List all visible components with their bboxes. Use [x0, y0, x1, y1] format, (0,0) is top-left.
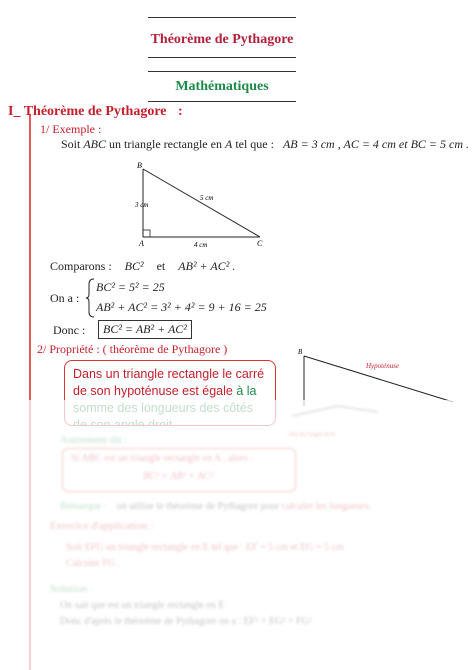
example-statement [61, 137, 469, 152]
page-title: Théorème de Pythagore [150, 32, 294, 47]
header-rule-top [148, 17, 296, 18]
property-text-part1: Dans un triangle rectangle le carré de son hypoténuse est égale [73, 367, 265, 398]
comparison-expr1: BC² [124, 259, 144, 273]
given-values: AB = 3 cm , AC = 4 cm et BC = 5 cm . [282, 137, 470, 151]
preview-fade-overlay [0, 400, 474, 670]
on-a-line1: BC² = 5² = 25 [96, 280, 165, 294]
statement-prefix: Soit [61, 137, 81, 151]
on-a-line2: AB² + AC² = 3² + 4² = 9 + 16 = 25 [96, 300, 267, 314]
comparison-line [50, 259, 235, 274]
side-ab-label: 3 cm [135, 201, 149, 209]
statement-a: A [224, 137, 233, 151]
vertex-c-label: C [257, 239, 263, 248]
side-bc-line [143, 169, 260, 237]
header-rule-mid2 [148, 71, 296, 72]
right-angle-mark [143, 230, 150, 237]
comparison-expr2: AB² + AC² . [178, 259, 236, 273]
donc-label: Donc : [53, 323, 86, 337]
header-rule-bottom [148, 101, 296, 102]
vertex-a-label: A [139, 239, 144, 248]
example-heading: 1/ Exemple : [40, 122, 102, 136]
statement-mid: un triangle rectangle en [109, 137, 222, 151]
comparison-and: et [156, 259, 166, 273]
statement-suffix: tel que : [235, 137, 274, 151]
side-bc-label: 5 cm [200, 194, 214, 202]
header-rule-mid1 [148, 57, 296, 58]
section-colon: : [178, 104, 183, 119]
vertex-b-label: B [137, 161, 142, 170]
donc-result: BC² = AB² + AC² [98, 320, 192, 339]
fig2-vertex-b-label: B [298, 348, 303, 356]
system-brace [86, 278, 96, 318]
subject-title: Mathématiques [175, 79, 269, 94]
on-a-label: On a : [50, 291, 80, 305]
section-title: Théorème de Pythagore [23, 104, 167, 119]
triangle-figure [132, 160, 272, 252]
comparison-label: Comparons : [50, 259, 112, 273]
hypotenuse-label: Hypoténuse [366, 362, 400, 370]
statement-abc: ABC [83, 137, 107, 151]
section-number: I_ [8, 104, 21, 119]
side-ac-label: 4 cm [194, 241, 208, 249]
property-text-part2: à la [236, 384, 257, 398]
section-heading [8, 104, 183, 120]
property-heading: 2/ Propriété : ( théorème de Pythagore ) [37, 342, 228, 356]
